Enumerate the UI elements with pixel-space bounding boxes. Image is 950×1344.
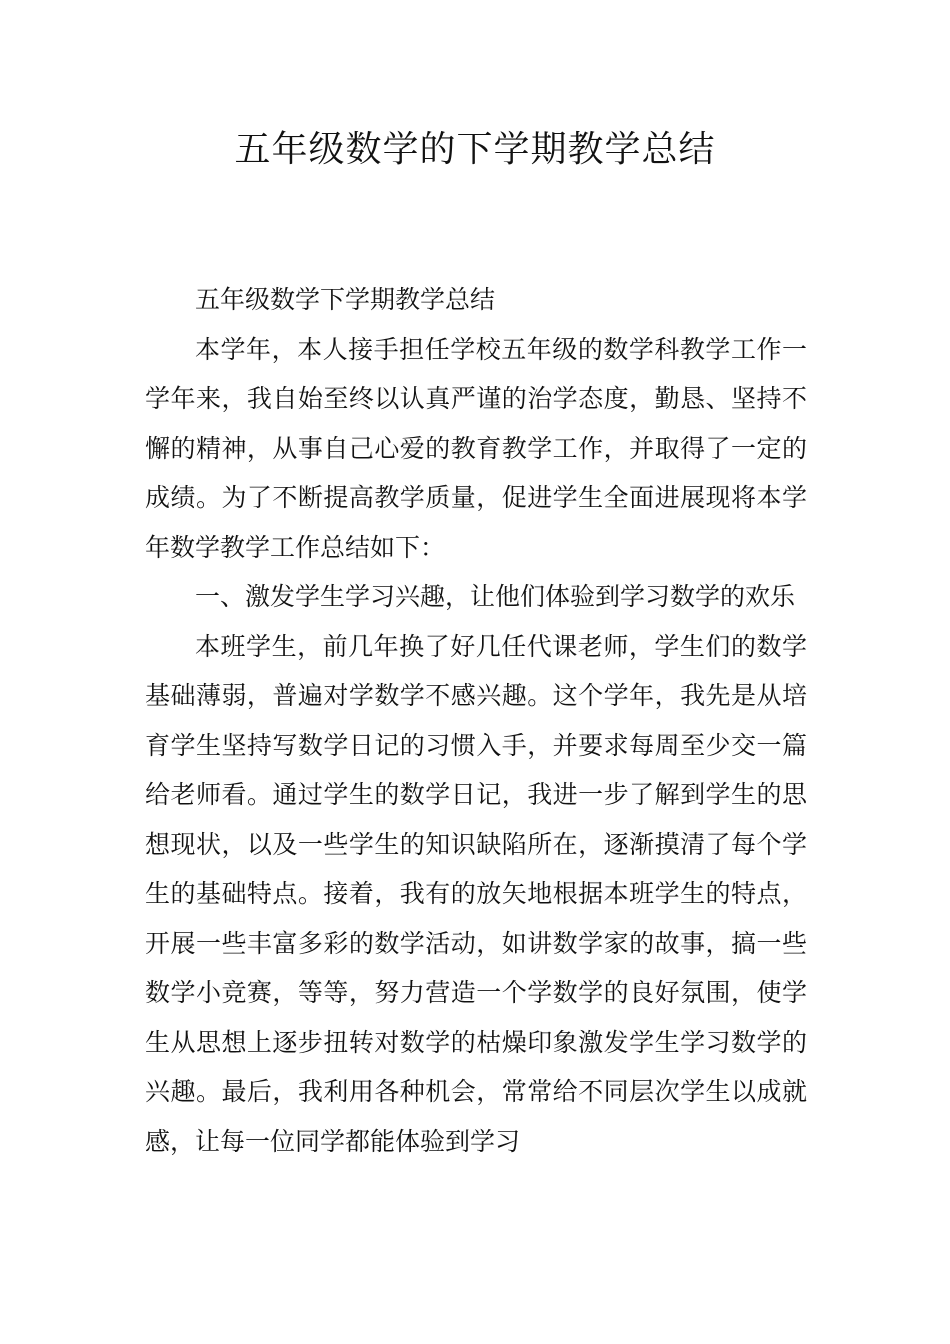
paragraph-intro: 本学年，本人接手担任学校五年级的数学科教学工作一学年来，我自始至终以认真严谨的治学态度，勤恳、坚持不懈的精神，从事自己心爱的教育教学工作，并取得了一定的成绩。为了不断提高教学质量，促进学生全面进展现将本学年数学教学工作总结如下： [145,334,807,562]
paragraph-subtitle: 五年级数学下学期教学总结 [195,285,496,314]
document-body [145,275,807,1166]
document-title: 五年级数学的下学期教学总结 [234,129,716,170]
paragraph-section-body: 本班学生，前几年换了好几任代课老师，学生们的数学基础薄弱，普遍对学数学不感兴趣。这个学年，我先是从培育学生坚持写数学日记的习惯入手，并要求每周至少交一篇给老师看。通过学生的数学日记，我进一步了解到学生的思想现状，以及一些学生的知识缺陷所在，逐渐摸清了每个学生的基础特点。接着，我有的放矢地根据本班学生的特点，开展一些丰富多彩的数学活动，如讲数学家的故事，搞一些数学小竞赛，等等，努力营造一个学数学的良好氛围，使学生从思想上逐步扭转对数学的枯燥印象激发学生学习数学的兴趣。最后，我利用各种机会，常常给不同层次学生以成就感，让每一位同学都能体验到学习 [145,631,807,1156]
paragraph-section-heading: 一、激发学生学习兴趣，让他们体验到学习数学的欢乐 [195,582,796,611]
